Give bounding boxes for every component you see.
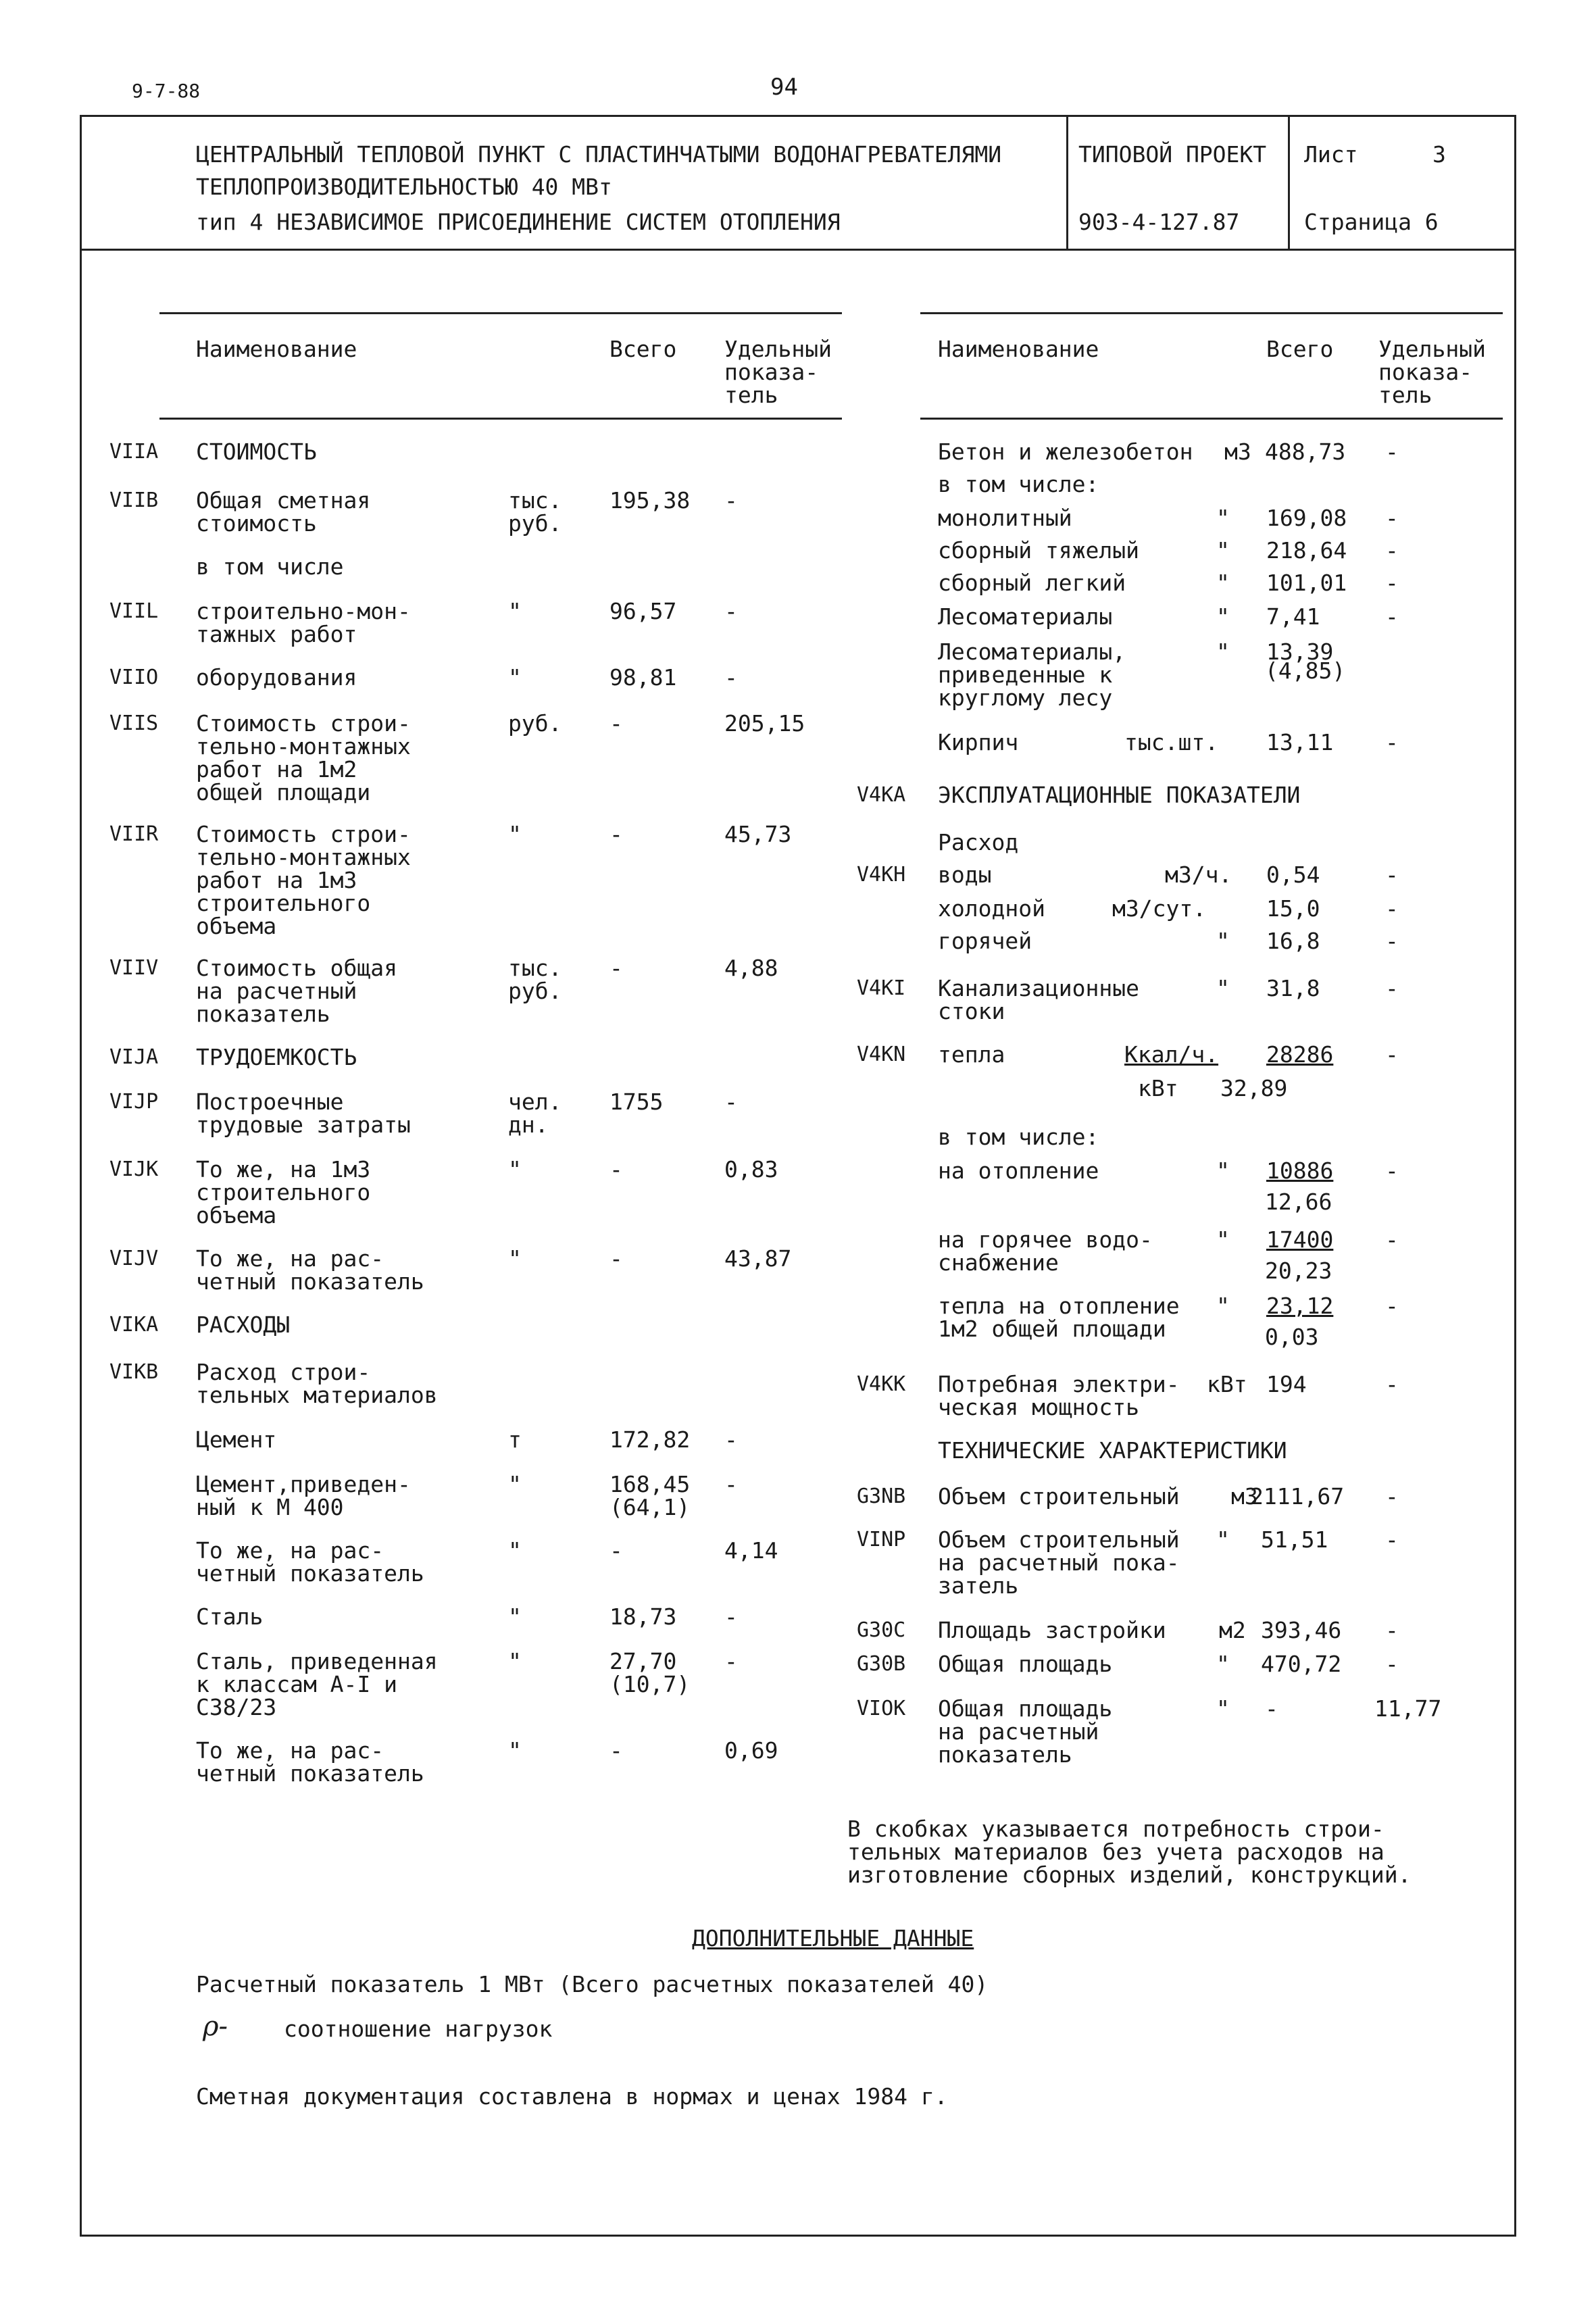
- right-header-spec-2: показа-: [1378, 359, 1473, 385]
- row-specific: -: [1385, 505, 1399, 531]
- row-total: 13,39: [1266, 639, 1334, 665]
- row-specific: -: [1385, 1158, 1399, 1184]
- row-unit: ": [1216, 639, 1230, 665]
- row-total: -: [609, 1537, 623, 1564]
- row-specific: 0,83: [724, 1156, 778, 1183]
- header-vdivider-1: [1066, 115, 1068, 250]
- row-unit: ": [508, 821, 522, 847]
- row-name: Общая площадь: [938, 1651, 1113, 1677]
- row-total: 1755: [609, 1089, 664, 1115]
- row-unit: м3/ч.: [1165, 862, 1232, 888]
- row-specific: -: [1385, 439, 1399, 465]
- row-name: ТЕХНИЧЕСКИЕ ХАРАКТЕРИСТИКИ: [938, 1437, 1287, 1464]
- row-name: четный показатель: [196, 1560, 424, 1587]
- row-code: VIIO: [109, 666, 159, 689]
- left-header-name: Наименование: [196, 336, 357, 362]
- additional-title: ДОПОЛНИТЕЛЬНЫЕ ДАННЫЕ: [692, 1925, 974, 1951]
- corner-code: 9-7-88: [132, 80, 201, 102]
- row-name: То же, на рас-: [196, 1245, 384, 1272]
- row-name: ческая мощность: [938, 1394, 1140, 1420]
- row-code: VIIA: [109, 440, 159, 464]
- row-code: VIJV: [109, 1247, 159, 1270]
- row-total: 17400: [1266, 1226, 1334, 1253]
- row-specific: -: [1385, 1371, 1399, 1397]
- row-total: 28286: [1266, 1041, 1334, 1068]
- row-name: на отопление: [938, 1158, 1099, 1184]
- row-name: на расчетный: [938, 1718, 1099, 1745]
- row-total: -: [609, 710, 623, 737]
- row-name: Расход: [938, 829, 1019, 855]
- row-unit: ": [1216, 1226, 1230, 1253]
- row-total: 488,73: [1265, 439, 1346, 465]
- row-name: оборудования: [196, 664, 357, 691]
- row-total: 27,70: [609, 1648, 677, 1674]
- row-name: ный к М 400: [196, 1494, 344, 1520]
- row-total: 172,82: [609, 1426, 691, 1453]
- row-unit: тыс.: [508, 955, 562, 981]
- row-total: 169,08: [1266, 505, 1347, 531]
- row-name: строительного: [196, 1179, 371, 1205]
- left-table-header-rule: [159, 418, 842, 420]
- row-specific: -: [1385, 928, 1399, 954]
- row-total: 10886: [1266, 1158, 1334, 1184]
- row-total: 13,11: [1266, 729, 1334, 755]
- row-name: РАСХОДЫ: [196, 1312, 291, 1338]
- row-name: в том числе:: [938, 471, 1099, 497]
- row-specific: -: [724, 487, 738, 514]
- row-code: VIOK: [857, 1697, 906, 1720]
- row-specific: -: [1385, 537, 1399, 564]
- row-specific: -: [724, 1471, 738, 1497]
- row-code: VIJA: [109, 1045, 159, 1069]
- row-specific: 4,14: [724, 1537, 778, 1564]
- right-header-total: Всего: [1266, 336, 1334, 362]
- row-specific: -: [1385, 1226, 1399, 1253]
- row-name: То же, на рас-: [196, 1737, 384, 1764]
- row-total: (10,7): [609, 1671, 691, 1697]
- row-code: V4KK: [857, 1372, 906, 1396]
- header-divider: [80, 249, 1516, 251]
- row-unit: ": [1216, 928, 1230, 954]
- row-name: ТРУДОЕМКОСТЬ: [196, 1044, 357, 1070]
- row-total: 195,38: [609, 487, 691, 514]
- row-code: VINP: [857, 1528, 906, 1551]
- row-name: Сталь, приведенная: [196, 1648, 438, 1674]
- row-total: 168,45: [609, 1471, 691, 1497]
- row-total: 32,89: [1220, 1075, 1288, 1101]
- left-header-spec-2: показа-: [724, 359, 819, 385]
- row-unit: ": [1216, 505, 1230, 531]
- row-name: затель: [938, 1572, 1019, 1599]
- row-unit: ": [508, 1245, 522, 1272]
- row-total: 7,41: [1266, 603, 1320, 630]
- row-name: в том числе: [196, 553, 344, 580]
- row-code: V4KH: [857, 863, 906, 887]
- row-name: ЭКСПЛУАТАЦИОННЫЕ ПОКАЗАТЕЛИ: [938, 782, 1301, 808]
- rho-symbol: ρ-: [203, 2011, 228, 2042]
- left-header-total: Всего: [609, 336, 677, 362]
- row-name: Лесоматериалы: [938, 603, 1113, 630]
- row-specific: -: [1385, 895, 1399, 922]
- title-line-2: ТЕПЛОПРОИЗВОДИТЕЛЬНОСТЬЮ 40 МВт: [196, 174, 612, 200]
- additional-line-2: соотношение нагрузок: [284, 2016, 553, 2042]
- row-total: 218,64: [1266, 537, 1347, 564]
- row-total: -: [609, 1245, 623, 1272]
- page-number: 94: [770, 74, 798, 101]
- row-name: Сталь: [196, 1603, 264, 1630]
- row-name: приведенные к: [938, 662, 1113, 688]
- row-name: строительного: [196, 890, 371, 916]
- row-specific: 45,73: [724, 821, 792, 847]
- row-code: VIIB: [109, 489, 159, 512]
- row-name: строительно-мон-: [196, 598, 411, 624]
- row-name: объема: [196, 913, 277, 939]
- row-specific: -: [1385, 603, 1399, 630]
- row-name: тепла на отопление: [938, 1293, 1180, 1319]
- row-total: 101,01: [1266, 570, 1347, 596]
- row-specific: -: [724, 1648, 738, 1674]
- row-total: -: [1265, 1695, 1278, 1722]
- row-total-secondary: 0,03: [1265, 1324, 1319, 1350]
- row-total: -: [609, 821, 623, 847]
- row-unit: кВт: [1207, 1371, 1247, 1397]
- row-unit: ": [508, 1603, 522, 1630]
- project-number: 903-4-127.87: [1078, 209, 1240, 235]
- right-header-spec-3: тель: [1378, 382, 1432, 408]
- row-unit: ": [1216, 603, 1230, 630]
- row-name: тельных материалов: [196, 1382, 438, 1408]
- sheet-label: Лист: [1304, 141, 1358, 168]
- row-unit: ": [508, 1156, 522, 1183]
- row-specific: -: [1385, 1526, 1399, 1553]
- row-name: Кирпич: [938, 729, 1019, 755]
- row-name: Лесоматериалы,: [938, 639, 1126, 665]
- row-specific: -: [1385, 1651, 1399, 1677]
- row-total: 15,0: [1266, 895, 1320, 922]
- additional-line-1: Расчетный показатель 1 МВт (Всего расчетных показателей 40): [196, 1971, 989, 1997]
- row-name: тельно-монтажных: [196, 844, 411, 870]
- row-unit: ": [1216, 1526, 1230, 1553]
- row-unit: т: [508, 1426, 522, 1453]
- row-unit: ": [1216, 1695, 1230, 1722]
- row-unit: ": [508, 1648, 522, 1674]
- row-name: С38/23: [196, 1694, 277, 1720]
- row-name: Потребная электри-: [938, 1371, 1180, 1397]
- row-unit: руб.: [508, 710, 562, 737]
- row-unit: м3/сут.: [1112, 895, 1207, 922]
- row-total: 23,12: [1266, 1293, 1334, 1319]
- row-name: круглому лесу: [938, 684, 1113, 711]
- title-line-1: ЦЕНТРАЛЬНЫЙ ТЕПЛОВОЙ ПУНКТ С ПЛАСТИНЧАТЫМИ ВОДОНАГРЕВАТЕЛЯМИ: [196, 141, 1002, 168]
- row-specific: -: [724, 1089, 738, 1115]
- row-name: горячей: [938, 928, 1032, 954]
- row-specific: 4,88: [724, 955, 778, 981]
- row-name: Площадь застройки: [938, 1617, 1166, 1643]
- row-code: VIJP: [109, 1090, 159, 1114]
- row-total: 194: [1266, 1371, 1307, 1397]
- row-name: показатель: [196, 1001, 330, 1027]
- row-name: То же, на рас-: [196, 1537, 384, 1564]
- row-name: 1м2 общей площади: [938, 1316, 1166, 1342]
- row-name: То же, на 1м3: [196, 1156, 371, 1183]
- row-unit: ": [1216, 1158, 1230, 1184]
- header-vdivider-2: [1288, 115, 1290, 250]
- row-name: тельно-монтажных: [196, 733, 411, 760]
- row-specific: -: [724, 1426, 738, 1453]
- row-name: стоки: [938, 998, 1005, 1024]
- row-unit: Ккал/ч.: [1124, 1041, 1219, 1068]
- row-unit: м3: [1231, 1483, 1258, 1510]
- row-total: 16,8: [1266, 928, 1320, 954]
- note-line-3: изготовление сборных изделий, конструкций.: [847, 1862, 1412, 1888]
- row-unit: ": [508, 598, 522, 624]
- row-specific: 0,69: [724, 1737, 778, 1764]
- row-code: VIKB: [109, 1360, 159, 1384]
- row-code: G3NB: [857, 1485, 906, 1508]
- note-line-2: тельных материалов без учета расходов на: [847, 1839, 1385, 1865]
- row-code: V4KN: [857, 1043, 906, 1066]
- row-name: СТОИМОСТЬ: [196, 439, 317, 465]
- right-header-name: Наименование: [938, 336, 1099, 362]
- row-code: VIIL: [109, 599, 159, 623]
- row-name: Цемент: [196, 1426, 277, 1453]
- left-header-spec-1: Удельный: [724, 336, 832, 362]
- row-unit: ": [1216, 570, 1230, 596]
- row-name: в том числе:: [938, 1124, 1099, 1150]
- row-name: работ на 1м2: [196, 756, 357, 782]
- row-name: сборный легкий: [938, 570, 1126, 596]
- row-specific: -: [1385, 1041, 1399, 1068]
- row-unit: ": [508, 1471, 522, 1497]
- row-total: 98,81: [609, 664, 677, 691]
- row-unit: чел.: [508, 1089, 562, 1115]
- row-specific: -: [724, 1603, 738, 1630]
- row-code: VIIR: [109, 822, 159, 846]
- row-name: трудовые затраты: [196, 1112, 411, 1138]
- row-name: снабжение: [938, 1249, 1059, 1276]
- row-specific: -: [1385, 1293, 1399, 1319]
- left-header-spec-3: тель: [724, 382, 778, 408]
- row-code: VIIV: [109, 956, 159, 980]
- row-name: воды: [938, 862, 992, 888]
- row-code: G30C: [857, 1618, 906, 1642]
- row-specific: -: [1385, 570, 1399, 596]
- right-header-spec-1: Удельный: [1378, 336, 1486, 362]
- row-specific: 205,15: [724, 710, 805, 737]
- row-name: работ на 1м3: [196, 867, 357, 893]
- row-name: четный показатель: [196, 1760, 424, 1787]
- row-name: Общая площадь: [938, 1695, 1113, 1722]
- row-name: к классам А-I и: [196, 1671, 398, 1697]
- row-total: 51,51: [1261, 1526, 1328, 1553]
- row-total: -: [609, 1156, 623, 1183]
- row-total: 31,8: [1266, 975, 1320, 1001]
- row-name: Цемент,приведен-: [196, 1471, 411, 1497]
- right-table-top-rule: [920, 312, 1503, 314]
- row-total-secondary: 12,66: [1265, 1189, 1332, 1215]
- row-unit: ": [1216, 975, 1230, 1001]
- row-total: 470,72: [1261, 1651, 1342, 1677]
- row-specific: -: [724, 598, 738, 624]
- row-code: VIIS: [109, 712, 159, 735]
- row-name: Канализационные: [938, 975, 1140, 1001]
- row-name: сборный тяжелый: [938, 537, 1140, 564]
- row-unit: ": [1216, 1651, 1230, 1677]
- row-total: 393,46: [1261, 1617, 1342, 1643]
- row-name: Построечные: [196, 1089, 344, 1115]
- row-name: объема: [196, 1202, 277, 1228]
- row-name: Общая сметная: [196, 487, 371, 514]
- row-name: Расход строи-: [196, 1359, 371, 1385]
- row-code: VIJK: [109, 1158, 159, 1181]
- row-total: 18,73: [609, 1603, 677, 1630]
- row-specific: -: [724, 664, 738, 691]
- row-unit: м2: [1219, 1617, 1246, 1643]
- note-line-1: В скобках указывается потребность строи-: [847, 1816, 1385, 1842]
- sheet-value: 3: [1432, 141, 1446, 168]
- row-unit: дн.: [508, 1112, 549, 1138]
- row-name: стоимость: [196, 510, 317, 537]
- row-name: тепла: [938, 1041, 1005, 1068]
- row-specific: -: [1385, 1617, 1399, 1643]
- row-name: на расчетный пока-: [938, 1549, 1180, 1576]
- row-unit: м3: [1224, 439, 1251, 465]
- row-total-secondary: 20,23: [1265, 1258, 1332, 1284]
- row-name: Стоимость строи-: [196, 821, 411, 847]
- row-specific: -: [1385, 975, 1399, 1001]
- row-code: G30B: [857, 1652, 906, 1676]
- row-specific: -: [1385, 1483, 1399, 1510]
- row-unit: ": [508, 664, 522, 691]
- additional-line-3: Сметная документация составлена в нормах и ценах 1984 г.: [196, 2083, 948, 2110]
- right-table-header-rule: [920, 418, 1503, 420]
- row-code: V4KI: [857, 976, 906, 1000]
- row-total-secondary: (4,85): [1265, 657, 1346, 684]
- row-unit: ": [1216, 537, 1230, 564]
- row-total: 2111,67: [1250, 1483, 1345, 1510]
- row-total: 0,54: [1266, 862, 1320, 888]
- row-total: 96,57: [609, 598, 677, 624]
- row-name: Объем строительный: [938, 1483, 1180, 1510]
- row-name: общей площади: [196, 779, 371, 805]
- page-label: Страница 6: [1304, 209, 1439, 235]
- title-line-3: тип 4 НЕЗАВИСИМОЕ ПРИСОЕДИНЕНИЕ СИСТЕМ ОТОПЛЕНИЯ: [196, 209, 841, 235]
- row-name: холодной: [938, 895, 1045, 922]
- row-name: Стоимость общая: [196, 955, 398, 981]
- row-specific: 43,87: [724, 1245, 792, 1272]
- row-specific: -: [1385, 729, 1399, 755]
- row-unit: кВт: [1138, 1075, 1178, 1101]
- row-name: тажных работ: [196, 621, 357, 647]
- row-code: VIKA: [109, 1313, 159, 1337]
- row-name: Стоимость строи-: [196, 710, 411, 737]
- row-unit: ": [508, 1737, 522, 1764]
- project-label: ТИПОВОЙ ПРОЕКТ: [1078, 141, 1267, 168]
- row-name: на расчетный: [196, 978, 357, 1004]
- row-total: -: [609, 955, 623, 981]
- row-total: -: [609, 1737, 623, 1764]
- row-name: показатель: [938, 1741, 1072, 1768]
- row-unit: тыс.шт.: [1124, 729, 1219, 755]
- row-name: четный показатель: [196, 1268, 424, 1295]
- row-name: Объем строительный: [938, 1526, 1180, 1553]
- row-name: монолитный: [938, 505, 1072, 531]
- row-specific: 11,77: [1374, 1695, 1442, 1722]
- row-unit: ": [508, 1537, 522, 1564]
- left-table-top-rule: [159, 312, 842, 314]
- row-specific: -: [1385, 862, 1399, 888]
- row-total: (64,1): [609, 1494, 691, 1520]
- row-code: V4KA: [857, 783, 906, 807]
- row-unit: руб.: [508, 510, 562, 537]
- row-name: Бетон и железобетон: [938, 439, 1193, 465]
- row-unit: руб.: [508, 978, 562, 1004]
- row-unit: тыс.: [508, 487, 562, 514]
- row-name: на горячее водо-: [938, 1226, 1153, 1253]
- row-unit: ": [1216, 1293, 1230, 1319]
